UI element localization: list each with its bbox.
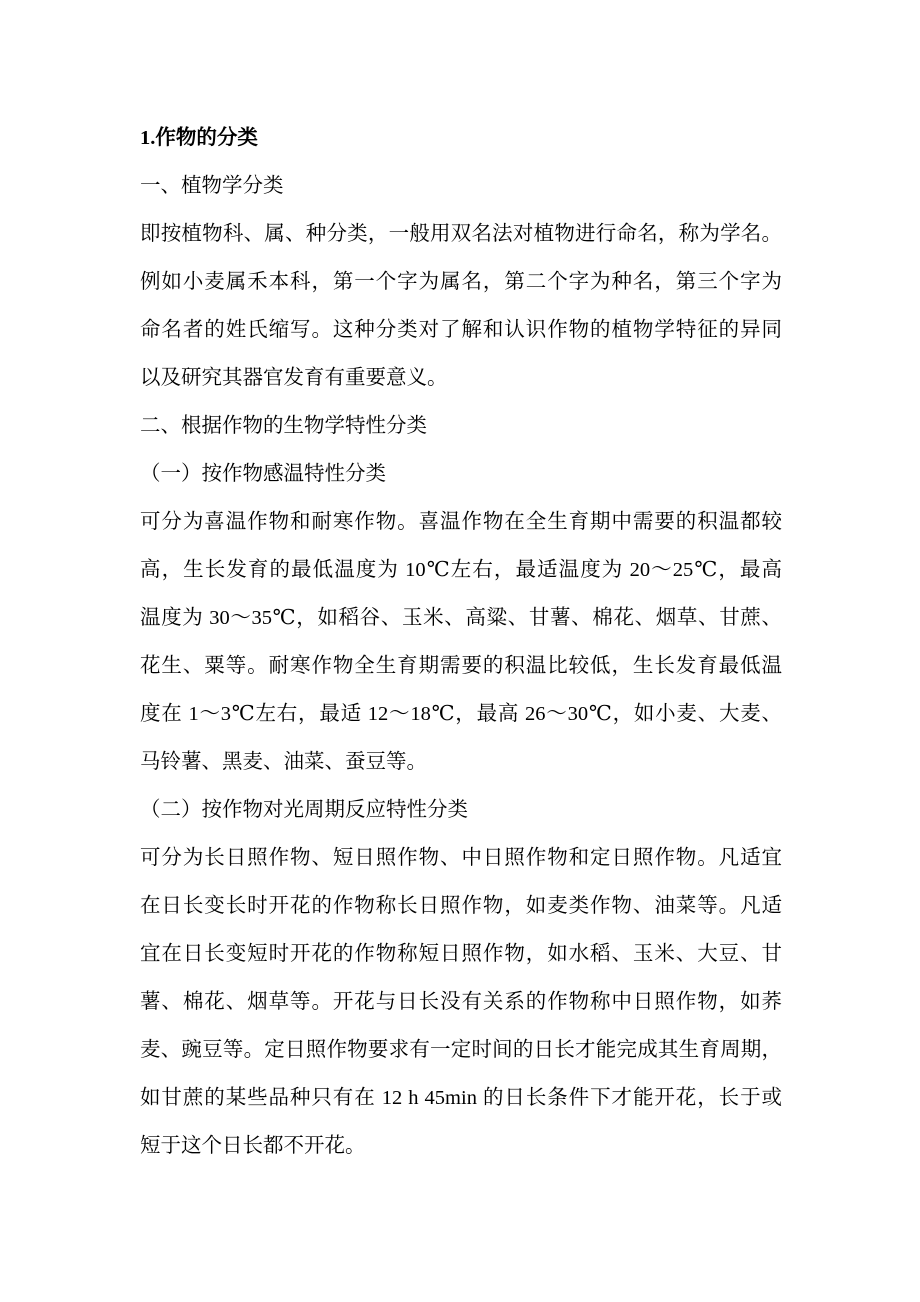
section-title: 1.作物的分类 [140, 127, 258, 149]
heading-line: （一）按作物感温特性分类 [140, 463, 386, 485]
text-line: 宜在日长变短时开花的作物称短日照作物，如水稻、玉米、大豆、甘 [140, 943, 782, 965]
heading-line: （二）按作物对光周期反应特性分类 [140, 799, 468, 821]
text-line: 例如小麦属禾本科，第一个字为属名，第二个字为种名，第三个字为 [140, 271, 782, 293]
text-line: 高，生长发育的最低温度为 10℃左右，最适温度为 20～25℃，最高 [140, 559, 782, 581]
text-line: 可分为长日照作物、短日照作物、中日照作物和定日照作物。凡适宜 [140, 847, 782, 869]
heading-line: 一、植物学分类 [140, 175, 284, 197]
text-line: 温度为 30～35℃，如稻谷、玉米、高粱、甘薯、棉花、烟草、甘蔗、 [140, 607, 782, 629]
heading-line: 二、根据作物的生物学特性分类 [140, 415, 427, 437]
text-line: 短于这个日长都不开花。 [140, 1135, 366, 1157]
text-line: 度在 1～3℃左右，最适 12～18℃，最高 26～30℃，如小麦、大麦、 [140, 703, 782, 725]
text-line: 马铃薯、黑麦、油菜、蚕豆等。 [140, 751, 427, 773]
text-line: 命名者的姓氏缩写。这种分类对了解和认识作物的植物学特征的异同 [140, 319, 782, 341]
text-line: 薯、棉花、烟草等。开花与日长没有关系的作物称中日照作物，如荞 [140, 991, 782, 1013]
text-line: 花生、粟等。耐寒作物全生育期需要的积温比较低，生长发育最低温 [140, 655, 782, 677]
text-line: 以及研究其器官发育有重要意义。 [140, 367, 448, 389]
text-line: 麦、豌豆等。定日照作物要求有一定时间的日长才能完成其生育周期， [140, 1039, 782, 1061]
text-line: 即按植物科、属、种分类，一般用双名法对植物进行命名，称为学名。 [140, 223, 782, 245]
text-line: 可分为喜温作物和耐寒作物。喜温作物在全生育期中需要的积温都较 [140, 511, 782, 533]
document-page [140, 114, 782, 1170]
text-line: 在日长变长时开花的作物称长日照作物，如麦类作物、油菜等。凡适 [140, 895, 782, 917]
text-line: 如甘蔗的某些品种只有在 12 h 45min 的日长条件下才能开花，长于或 [140, 1087, 782, 1109]
